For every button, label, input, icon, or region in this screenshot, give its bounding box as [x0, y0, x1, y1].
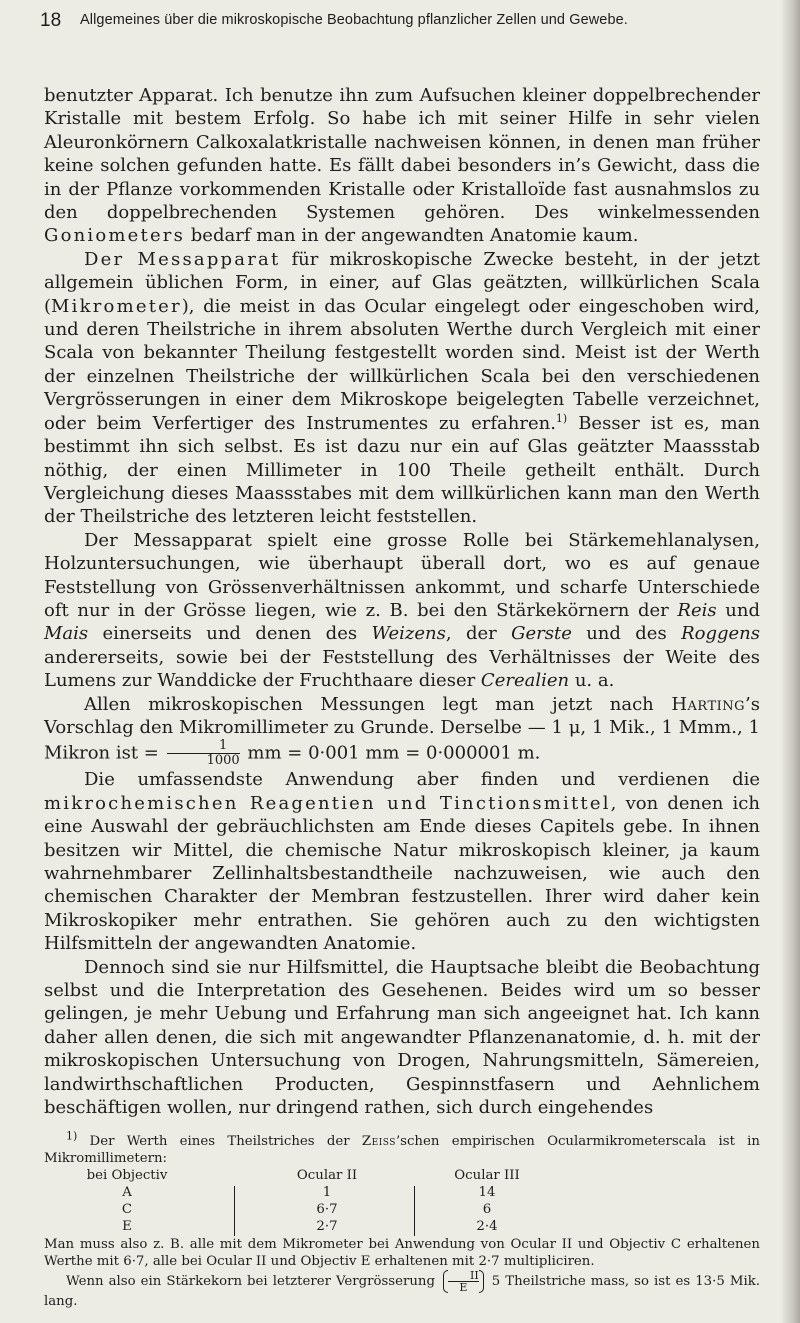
- text-run: und des: [571, 623, 682, 645]
- text-run: ’schen empirischen Ocularmikrometerscala ist in Mikromillimetern:: [44, 1134, 760, 1166]
- text-run: , von denen ich eine Auswahl der gebräuchlichsten am Ende dieses Capitels gebe. In ihnen besitzen wir Mittel, die chemische Natur mikroskopisch kleiner, ja kaum wahrnehmbarer Zellinhaltsbestandtheile nachzuweisen, wie auch den chemischen Charakter der Membran festzustellen. Ihrer wird daher kein Mikroskopiker mehr entrathen. Sie gehören auch zu den wichtigsten Hilfsmitteln der angewandten Anatomie.: [44, 792, 760, 955]
- footnote-marker: 1): [66, 1129, 78, 1143]
- text-run: Der Messapparat spielt eine grosse Rolle bei Stärkemehlanalysen, Holzuntersuchungen, wie überhaupt überall dort, wo es auf genaue Feststellung von Grössenverhältnissen ankommt, und scharfe Unterschiede oft nur in der Grösse liegen, wie z. B. bei den Stärkekörnern der: [44, 529, 760, 621]
- paragraph-4: [44, 693, 760, 769]
- table-header: bei Objectiv: [86, 1168, 168, 1183]
- footnote-reference: 1): [555, 411, 568, 425]
- running-title: Allgemeines über die mikroskopische Beobachtung pflanzlicher Zellen und Gewebe.: [80, 12, 628, 28]
- table-cell: C: [121, 1202, 133, 1217]
- spaced-term: Der Messapparat: [84, 248, 281, 270]
- paragraph-3: [44, 529, 760, 693]
- italic-term: Cerealien: [480, 670, 570, 692]
- text-run: einerseits und denen des: [88, 623, 372, 645]
- italic-term: Mais: [44, 623, 89, 645]
- paragraph-1: [44, 84, 760, 248]
- text-run: Allen mikroskopischen Messungen legt man jetzt nach: [84, 693, 672, 715]
- footnote-explanation: Man muss also z. B. alle mit dem Mikrometer bei Anwendung von Ocular II und Objectiv C erhaltenen Werthe mit 6·7, alle bei Ocular II und Objectiv E erhaltenen mit 2·7 multipliciren.: [44, 1237, 760, 1269]
- page-number: 18: [40, 10, 62, 31]
- author-name: Zeiss: [361, 1134, 396, 1149]
- fraction: [167, 739, 240, 768]
- table-header: Ocular III: [454, 1168, 520, 1183]
- text-run: und: [716, 599, 760, 621]
- spaced-term: Mikrometer: [51, 295, 182, 317]
- text-run: Wenn also ein Stärkekorn bei letzterer Vergrösserung: [66, 1274, 441, 1289]
- paragraph-6: Dennoch sind sie nur Hilfsmittel, die Hauptsache bleibt die Beobachtung selbst und die Interpretation des Gesehenen. Beides wird um so besser gelingen, je mehr Uebung und Erfahrung man sich angeeignet hat. Ich kann daher allen denen, die sich mit angewandter Pflanzenanatomie, d. h. mit der mikroskopischen Untersuchung von Drogen, Nahrungsmitteln, Sämereien, landwirthschaftlichen Producten, Gespinnstfasern und Aehnlichem beschäftigen wollen, nur dringend rathen, sich durch eingehendes: [44, 956, 760, 1119]
- table-column: [442, 1167, 532, 1235]
- text-run: für mikroskopische Zwecke besteht, in der jetzt allgemein üblichen Form, in einer, auf Glas geätzten, willkürlichen Scala (: [44, 248, 761, 317]
- table-cell: A: [122, 1185, 132, 1200]
- italic-term: Roggens: [681, 623, 760, 645]
- author-name: Harting: [671, 693, 746, 715]
- page-edge-shadow: [782, 0, 800, 1323]
- spaced-term: mikrochemischen Reagentien und Tinctionsmittel: [44, 792, 611, 814]
- main-text: [44, 84, 760, 1119]
- fraction-denominator: 1000: [206, 753, 240, 769]
- table-divider: [414, 1186, 415, 1236]
- table-header: Ocular II: [296, 1168, 358, 1183]
- fraction-denominator: E: [459, 1281, 468, 1294]
- text-run: , der: [445, 623, 512, 645]
- italic-term: Reis: [677, 599, 717, 621]
- table-cell: 2·4: [476, 1219, 498, 1234]
- table-cell: 6·7: [316, 1202, 338, 1217]
- footnote-table: [44, 1167, 760, 1236]
- bracketed-fraction: [443, 1270, 484, 1293]
- table-cell: 2·7: [316, 1219, 338, 1234]
- footnote-example: [44, 1270, 760, 1310]
- table-column: [82, 1167, 172, 1235]
- text-run: benutzter Apparat. Ich benutze ihn zum Aufsuchen kleiner doppelbrechender Kristalle mit bestem Erfolg. So habe ich mit seiner Hilfe in sehr vielen Aleuronkörnern Calkoxalatkristalle nachweisen können, in denen man früher keine solchen gefunden hatte. Es fällt dabei besonders in’s Gewicht, dass die in der Pflanze vorkommenden Kristalle oder Kristalloïde fast ausnahmslos zu den doppelbrechenden Systemen gehören. Des winkelmessenden: [44, 85, 760, 224]
- table-cell: 14: [478, 1185, 496, 1200]
- table-cell: 1: [322, 1185, 332, 1200]
- text-run: u. a.: [569, 670, 615, 692]
- fraction-numerator: 1: [167, 739, 240, 754]
- table-divider: [234, 1186, 235, 1236]
- paragraph-5: [44, 768, 760, 955]
- text-run: bedarf man in der angewandten Anatomie kaum.: [185, 225, 639, 247]
- text-run: andererseits, sowie bei der Feststellung des Verhältnisses der Weite des Lumens zur Wanddicke der Fruchthaare dieser: [44, 646, 760, 692]
- table-column: [282, 1167, 372, 1235]
- text-run: Der Werth eines Theilstriches der: [77, 1134, 362, 1149]
- table-cell: E: [122, 1219, 132, 1234]
- italic-term: Weizens: [371, 623, 446, 645]
- table-cell: 6: [482, 1202, 492, 1217]
- text-run: ), die meist in das Ocular eingelegt oder eingeschoben wird, und deren Theilstriche in ihrem absoluten Werthe durch Vergleich mit einer Scala von bekannter Theilung festgestellt worden sind. Meist ist der Werth der einzelnen Theilstriche der willkürlichen Scala bei den verschiedenen Vergrösserungen in einer dem Mikroskope beigelegten Tabelle verzeichnet, oder beim Verfertiger des Instrumentes zu erfahren.: [44, 295, 760, 434]
- text-run: 5 Theilstriche mass, so ist es 13·5 Mik. lang.: [44, 1274, 760, 1309]
- text-run: Besser ist es, man bestimmt ihn sich selbst. Es ist dazu nur ein auf Glas geätzter Maassstab nöthig, der einen Millimeter in 100 Theile getheilt enthält. Durch Vergleichung dieses Maassstabes mit dem willkürlichen kann man den Werth der Theilstriche des letzteren leicht feststellen.: [44, 412, 760, 528]
- spaced-term: Goniometers: [44, 225, 186, 247]
- paragraph-2: [44, 248, 760, 529]
- text-run: mm = 0·001 mm = 0·000001 m.: [241, 742, 541, 764]
- italic-term: Gerste: [511, 623, 572, 645]
- text-run: Die umfassendste Anwendung aber finden und verdienen die: [84, 769, 760, 791]
- footnote-intro: [44, 1129, 760, 1167]
- footnote: [44, 1129, 760, 1310]
- fraction-numerator: II: [448, 1270, 479, 1282]
- page-header: [40, 10, 760, 40]
- text-run: ’s Vorschlag den Mikromillimeter zu Grunde. Derselbe — 1 μ, 1 Mik., 1 Mmm., 1 Mikron ist =: [44, 693, 760, 764]
